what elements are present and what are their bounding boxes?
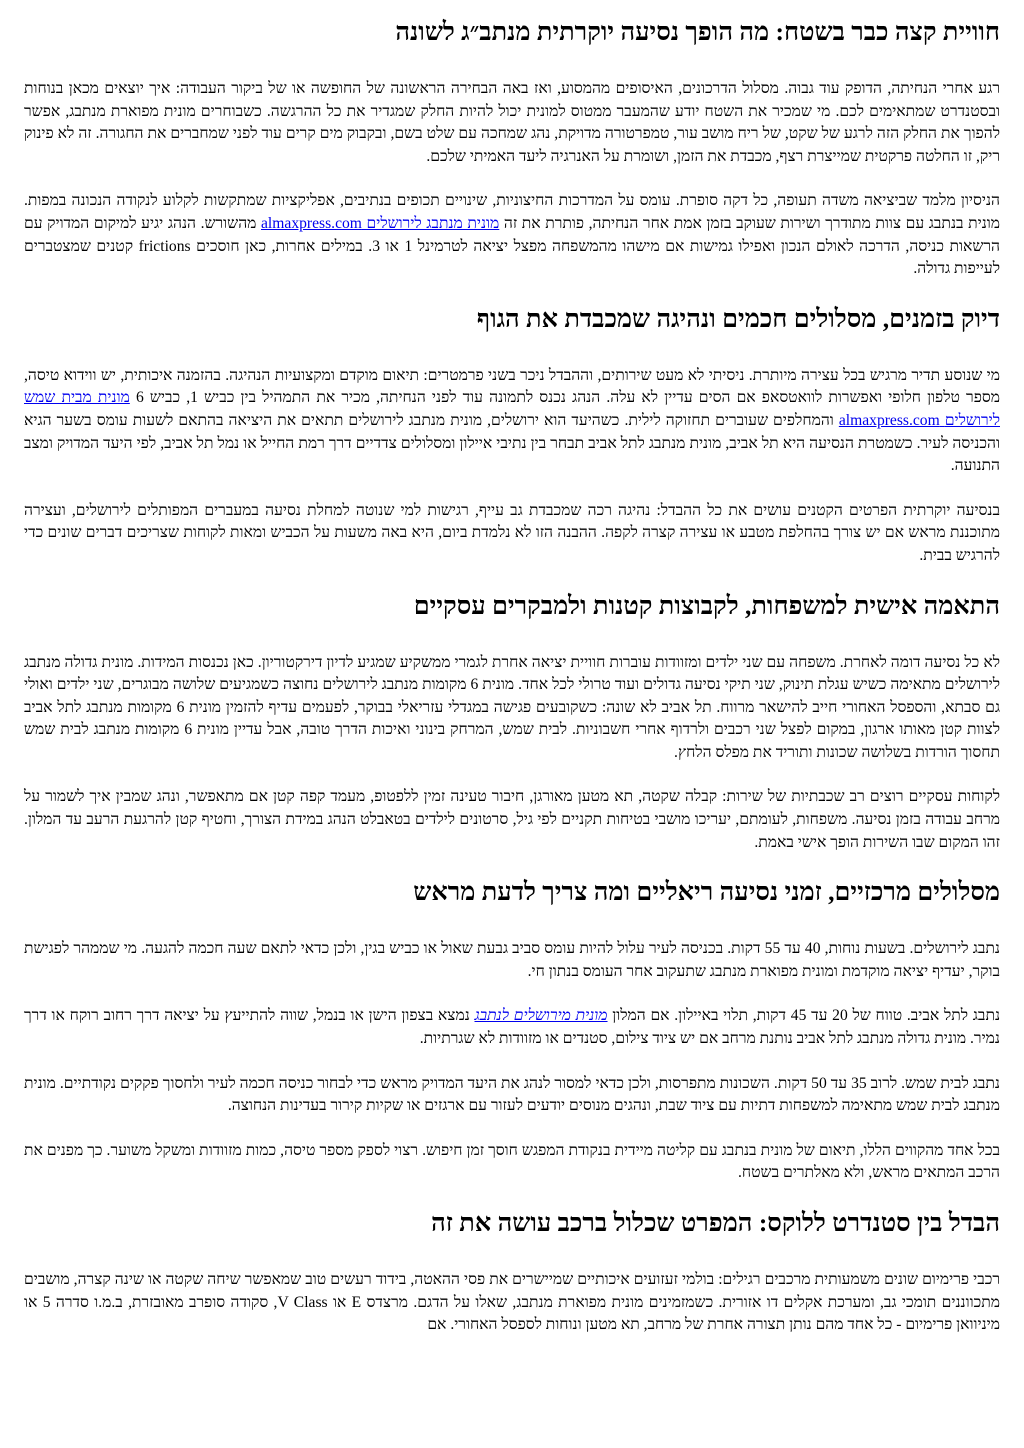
paragraph: לקוחות עסקיים רוצים רב שכבתיות של שירות: קבלה שקטה, תא מטען מאורגן, חיבור טעינה זמין ללפטופ, מעמד קפה קטן אם מתאפשר, ונהג שמבין איך לשמור על מרחב עבודה בזמן נסיעה. משפחות, לעומתם, יעריכו מושבי בטיחות תקניים לפי גיל, סרטונים לילדים בטאבלט הנהג במידת הצורך, וחטיף קטן להרגעת הרעב עד המלון. זהו המקום שבו השירות הופך אישי באמת.	[24, 788, 1000, 851]
section-personalization	[24, 590, 1000, 855]
link-taxi-beit-shemesh-to-jerusalem[interactable]: מונית מבית שמש לירושלים almaxpress.com	[24, 389, 1000, 429]
paragraph: רגע אחרי הנחיתה, הדופק עוד גבוה. מסלול הדרכונים, האיסופים מהמסוע, ואז באה הבחירה הראשונה של החופשה או של ביקור העבודה: איך יוצאים מכאן בנוחות ובסטנדרט שמתאימים לכם. מי שמכיר את השטח יודע שהמעבר ממטוס למונית יכול להיות החלק שמגדיר את כל ההרגשה. כשבוחרים מונית מפוארת מנתבג, אפשר להפוך את החלק הזה לרגע של שקט, של ריח מושב עור, טמפרטורה מדויקת, נהג שמחכה עם שלט בשם, ובקבוק מים קרים עוד לפני שמחברים את החגורה. זה לא פינוק ריק, זו החלטה פרקטית שמייצרת רצף, מכבדת את הזמן, ושומרת על האנרגיה ליעד האמיתי שלכם.	[24, 80, 1000, 165]
paragraph	[24, 1005, 1000, 1050]
section-heading: מסלולים מרכזיים, זמני נסיעה ריאליים ומה צריך לדעת מראש	[413, 877, 1000, 907]
link-taxi-tlv-to-jerusalem[interactable]: מונית מנתבג לירושלים almaxpress.com	[261, 214, 500, 232]
section-heading: דיוק בזמנים, מסלולים חכמים ונהיגה שמכבדת את הגוף	[476, 303, 1000, 333]
paragraph: נתבג לבית שמש. לרוב 35 עד 50 דקות. השכונות מתפרסות, ולכן כדאי למסור לנהג את היעד המדויק מראש כדי לבחור כניסה חכמה לעיר ולחסוך פקקים נקודתיים. מונית מנתבג לבית שמש מתאימה למשפחות דתיות עם ציוד שבת, ונהגים מנוסים יודעים לעזור עם ארגזים או שקיות קירור בעדינות הנחוצה.	[24, 1074, 1001, 1115]
paragraph-text: מהשורש. הנהג יגיע למיקום המדויק עם הרשאות כניסה, הדרכה לאולם הנכון ואפילו גמישות אם מישהו מהמשפחה מפצל יציאה לטרמינל 1 או 3. במילים אחרות, כאן חוסכים frictions קטנים שמצטברים לעייפות גדולה.	[24, 214, 1001, 278]
paragraph-text: נתבג לתל אביב. טווח של 20 עד 45 דקות, תלוי באיילון. אם המלון	[607, 1007, 1001, 1025]
section-main-routes	[24, 876, 1000, 1185]
paragraph-text: והמחלפים שעוברים תחזוקה לילית. כשהיעד הוא ירושלים, מונית מנתבג לירושלים תתאים את היציאה בהתאם לשעות עומס בשער הגיא והכניסה לעיר. כשמטרת הנסיעה היא תל אביב, מונית מנתבג לתל אביב תבחר בין נתיבי איילון ומסלולים צדדיים דרך רמת החייל או נמל תל אביב, לפי היעד המדויק ומצב התנועה.	[24, 411, 1000, 475]
paragraph-text: מי שנוסע תדיר מרגיש בכל עצירה מיותרת. ניסיתי לא מעט שירותים, וההבדל ניכר בשני פרמטרים: תיאום מוקדם ומקצועיות הנהיגה. בהזמנה איכותית, יש ווידוא טיסה, מספר טלפון חלופי ואפשרות לוואטסאפ אם הסים עדיין לא עלה. הנהג נכנס לתמונה עוד לפני הנחיתה, מכיר את התמהיל בין כביש 1, כביש 6	[24, 366, 1000, 407]
paragraph: בכל אחד מהקווים הללו, תיאום של מונית בנתבג עם קליטה מיידית בנקודת המפגש חוסך זמן חיפוש. רצוי לספק מספר טיסה, כמות מזוודות ומשקל משוער. כך מפנים את הרכב המתאים מראש, ולא מאלתרים בשטח.	[24, 1141, 1000, 1182]
section-heading: חוויית קצה כבר בשטח: מה הופך נסיעה יוקרתית מנתב״ג לשונה	[395, 17, 1000, 46]
article	[12, 0, 1012, 1337]
paragraph	[24, 365, 1000, 478]
link-taxi-jerusalem-to-airport[interactable]: מונית מירושלים לנתבג	[474, 1007, 608, 1025]
section-heading: התאמה אישית למשפחות, לקבוצות קטנות ולמבקרים עסקיים	[413, 590, 1000, 620]
paragraph: בנסיעה יוקרתית הפרטים הקטנים עושים את כל ההבדל: נהיגה רכה שמכבדת גב עייף, רגישות למי שנוטה למחלת נסיעה במעברים המפותלים לירושלים, ועצירה מתוכננת מראש אם יש צורך בהחלפת מטבע או עצירה קצרה לקפה. ההבנה הזו לא נלמדת ביום, היא באה משעות על הכביש ומאות לקוחות שצריכים דברים שונים כדי להרגיש בבית.	[24, 501, 1000, 564]
paragraph: רכבי פרימיום שונים משמעותית מרכבים רגילים: בולמי זעזועים איכותיים שמיישרים את פסי ההאטה, בידוד רעשים טוב שמאפשר שיחה שקטה או שינה קצרה, מושבים מתכווננים תומכי גב, ומערכת אקלים דו אזורית. כשמזמינים מונית מפוארת מנתבג, שאלו על הדגם. מרצדס E או V Class, סקודה סופרב מאובזרת, ב.מ.ו סדרה 5 או מיניוואן פרימיום - כל אחד מהם נותן תצורה אחרת של מרחב, תא מטען ונוחות לספסל האחורי. אם	[24, 1271, 1000, 1334]
section-standard-vs-luxury	[24, 1207, 1000, 1337]
section-luxury-exit	[24, 16, 1000, 281]
paragraph: נתבג לירושלים. בשעות נוחות, 40 עד 55 דקות. בכניסה לעיר עלול להיות עומס סביב גבעת שאול או כביש בגין, ולכן כדאי לתאם שעה חכמה להגעה. מי שממהר לפגישת בוקר, יעדיף יציאה מוקדמת ומונית מפוארת מנתבג שתעקוב אחר העומס בנתון חי.	[24, 940, 1000, 980]
paragraph: לא כל נסיעה דומה לאחרת. משפחה עם שני ילדים ומזוודות עוברות חוויית יציאה אחרת לגמרי ממשקיע שמגיע לדיון דירקטוריון. כאן נכנסות המידות. מונית גדולה מנתבג לירושלים מתאימה כשיש עגלת תינוק, שני תיקי נסיעה גדולים ועוד טרולי לכל אחד. מונית 6 מקומות מנתבג לירושלים נחוצה כשמגיעים שלושה מבוגרים, שני ילדים ואולי גם סבתא, והספסל האחורי חייב להישאר מרווח. תל אביב לא שונה: כשקובעים פגישה במגדלי עזריאלי בבוקר, לפעמים עדיף להזמין מונית 6 מקומות מנתבג לתל אביב לצוות קטן מאותו ארגון, במקום לפצל שני רכבים ולרדוף אחרי חשבוניות. לבית שמש, המרחק בינוני ואיכות הדרך טובה, אבל עדיין מונית 6 מקומות מנתבג לבית שמש תחסוך הורדות בשלושה שכונות ותוריד את מפלס הלחץ.	[24, 653, 1001, 761]
paragraph	[24, 190, 1000, 280]
section-heading: הבדל בין סטנדרט ללוקס: המפרט שכלול ברכב עושה את זה	[431, 1208, 1000, 1237]
section-timing-routes	[24, 303, 1000, 568]
paragraph-text: נמצא בצפון הישן או בנמל, שווה להתייעץ על יציאה דרך רחוב רוקח או דרך נמיר. מונית גדולה מנתבג לתל אביב נותנת מרחב אם יש ציוד צילום, סטנדים או מזוודות לא שגרתיות.	[24, 1007, 1000, 1048]
paragraph-text: הניסיון מלמד שביציאה משדה תעופה, כל דקה סופרת. עומס על המדרכות החיצוניות, שינויים תכופים בנתיבים, אפליקציות שמתקשות לקלוע לנקודה הנכונה במפות. מונית בנתבג עם צוות מתודרך ושירות שעוקב בזמן אמת אחר הנחיתה, פותרת את זה	[24, 192, 1001, 232]
